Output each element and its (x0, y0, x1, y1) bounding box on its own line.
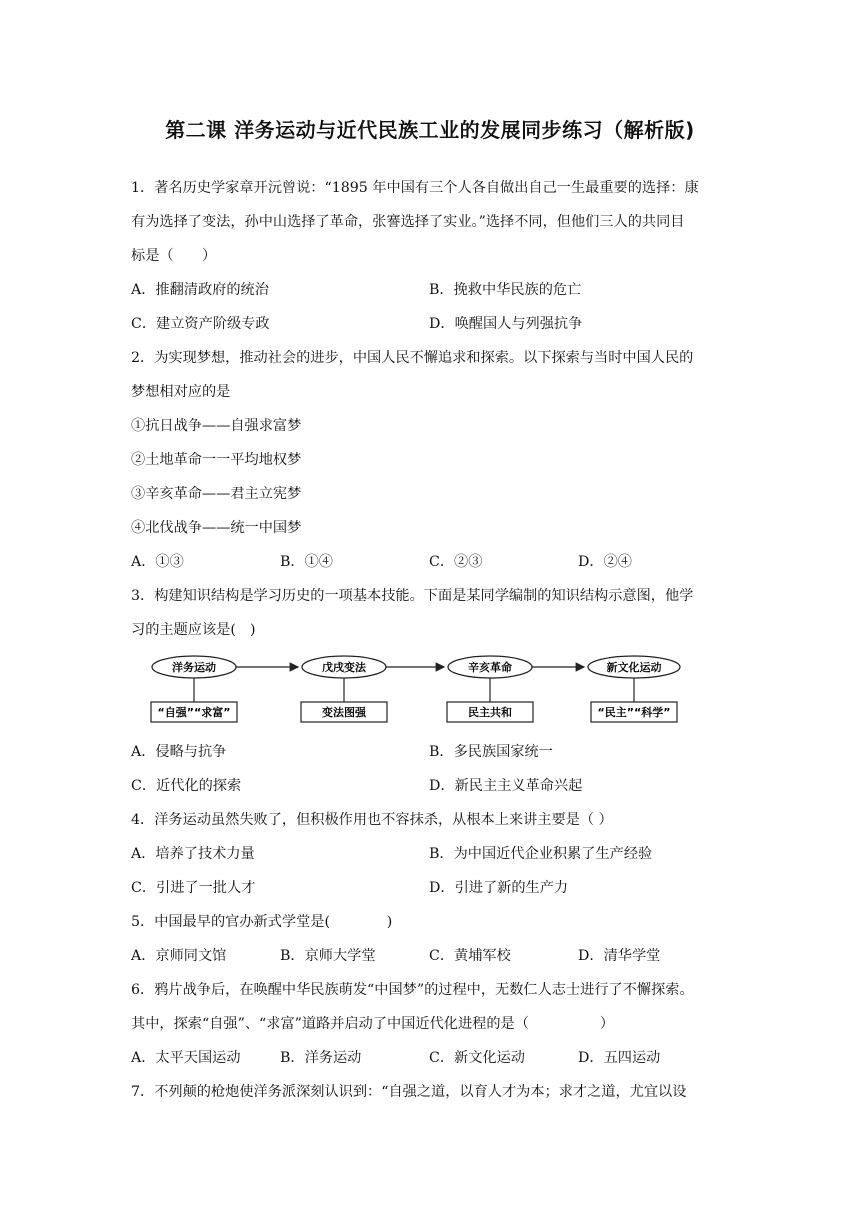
q6-line-1: 6．鸦片战争后，在唤醒中华民族萌发“中国梦”的过程中，无数仁人志士进行了不懈探索。 (131, 982, 694, 998)
q7-line-1: 7．不列颠的枪炮使洋务派深刻认识到：“自强之道，以育人才为本；求才之道，尤宜以设 (131, 1084, 687, 1100)
diagram-node-2: 戊戌变法 (322, 661, 366, 674)
diagram-label-1: “自强”“求富” (157, 706, 231, 719)
q6-option-d: D．五四运动 (578, 1050, 661, 1066)
diagram-label-2: 变法图强 (322, 706, 366, 719)
q3-line-1: 3．构建知识结构是学习历史的一项基本技能。下面是某同学编制的知识结构示意图，他学 (131, 588, 694, 604)
q3-option-c: C．近代化的探索 (131, 778, 242, 794)
q5-line-1: 5．中国最早的官办新式学堂是( ) (131, 914, 393, 930)
q2-item-1: ①抗日战争——自强求富梦 (131, 418, 302, 434)
q1-line-3: 标是（ ） (131, 248, 217, 264)
q4-option-b: B．为中国近代企业积累了生产经验 (429, 846, 653, 862)
q3-line-2: 习的主题应该是( ) (131, 622, 256, 638)
q6-option-b: B．洋务运动 (280, 1050, 362, 1066)
q5-option-a: A．京师同文馆 (131, 948, 227, 964)
q2-line-1: 2．为实现梦想，推动社会的进步，中国人民不懈追求和探索。以下探索与当时中国人民的 (131, 350, 694, 366)
diagram-node-1: 洋务运动 (172, 661, 216, 674)
q3-option-a: A．侵略与抗争 (131, 744, 227, 760)
q4-option-d: D．引进了新的生产力 (429, 880, 569, 896)
q3-option-b: B．多民族国家统一 (429, 744, 553, 760)
q4-option-c: C．引进了一批人才 (131, 880, 256, 896)
q5-option-c: C．黄埔军校 (429, 948, 511, 964)
q1-option-c: C．建立资产阶级专政 (131, 316, 270, 332)
q4-option-a: A．培养了技术力量 (131, 846, 255, 862)
q6-option-c: C．新文化运动 (429, 1050, 525, 1066)
diagram-node-4: 新文化运动 (606, 661, 662, 674)
q3-option-d: D．新民主主义革命兴起 (429, 778, 583, 794)
q1-line-2: 有为选择了变法，孙中山选择了革命，张謇选择了实业。”选择不同，但他们三人的共同目 (131, 214, 685, 230)
q2-item-4: ④北伐战争——统一中国梦 (131, 520, 302, 536)
q2-line-2: 梦想相对应的是 (131, 384, 231, 400)
knowledge-structure-diagram (150, 652, 690, 726)
q6-line-2: 其中，探索“自强”、“求富”道路并启动了中国近代化进程的是（ ） (131, 1016, 615, 1032)
q2-option-c: C．②③ (429, 554, 483, 570)
q2-option-d: D．②④ (578, 554, 632, 570)
q1-option-a: A．推翻清政府的统治 (131, 282, 269, 298)
q4-line-1: 4．洋务运动虽然失败了，但积极作用也不容抹杀，从根本上来讲主要是（ ） (131, 812, 613, 828)
diagram-node-3: 辛亥革命 (468, 661, 512, 674)
page-title: 第二课 洋务运动与近代民族工业的发展同步练习（解析版) (165, 118, 695, 142)
q2-option-a: A．①③ (131, 554, 184, 570)
q5-option-b: B．京师大学堂 (280, 948, 376, 964)
diagram-label-4: “民主”“科学” (597, 706, 671, 719)
q2-item-3: ③辛亥革命——君主立宪梦 (131, 486, 302, 502)
q2-item-2: ②土地革命一一平均地权梦 (131, 452, 302, 468)
q6-option-a: A．太平天国运动 (131, 1050, 241, 1066)
q2-option-b: B．①④ (280, 554, 333, 570)
q1-line-1: 1．著名历史学家章开沅曾说：“1895 年中国有三个人各自做出自己一生最重要的选择：康 (131, 180, 699, 196)
q1-option-d: D．唤醒国人与列强抗争 (429, 316, 583, 332)
q1-option-b: B．挽救中华民族的危亡 (429, 282, 582, 298)
q5-option-d: D．清华学堂 (578, 948, 661, 964)
diagram-label-3: 民主共和 (468, 706, 512, 719)
diagram-svg (150, 652, 690, 726)
